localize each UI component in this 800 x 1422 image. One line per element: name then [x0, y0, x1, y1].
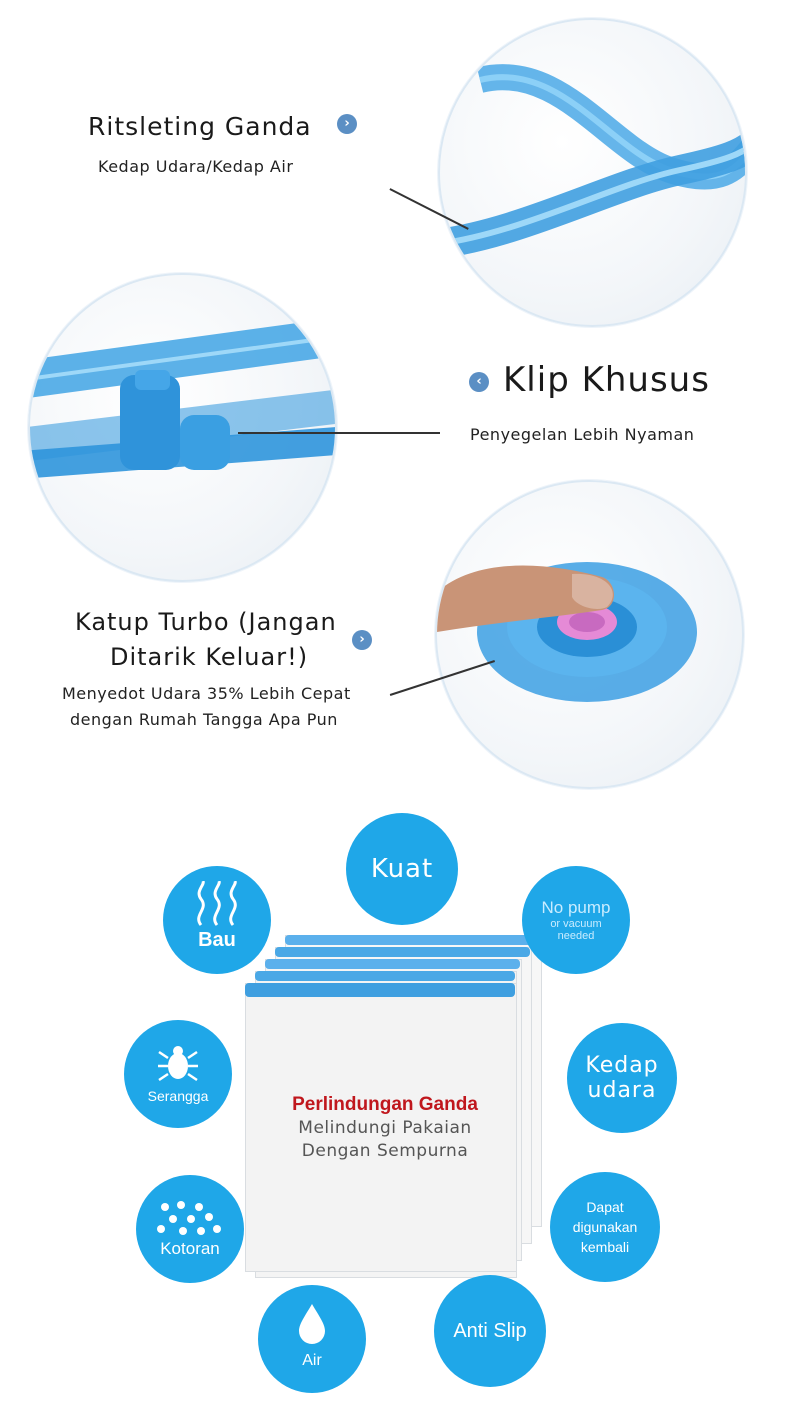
valve-title-line1: Katup Turbo (Jangan: [75, 608, 337, 636]
no-pump-sub2: needed: [557, 930, 595, 942]
zipper-subtitle: Kedap Udara/Kedap Air: [98, 157, 294, 176]
zipper-illustration: [440, 20, 745, 325]
clip-illustration: [30, 275, 335, 580]
benefit-kuat: [346, 813, 458, 925]
clip-subtitle: Penyegelan Lebih Nyaman: [470, 425, 695, 444]
anti-slip-label: Anti Slip: [453, 1319, 527, 1342]
benefit-kotoran: [136, 1175, 244, 1283]
zipper-photo: [438, 18, 747, 327]
bag-zipper: [245, 983, 515, 997]
bag-zipper: [255, 971, 515, 981]
bag-zipper: [265, 959, 520, 969]
arrow-left-icon: ‹: [469, 372, 489, 392]
benefit-serangga: [124, 1020, 232, 1128]
valve-subtitle-line2: dengan Rumah Tangga Apa Pun: [70, 710, 338, 729]
center-line1: Melindungi Pakaian: [298, 1118, 472, 1138]
water-drop-icon: [297, 1302, 327, 1344]
serangga-label: Serangga: [147, 1088, 209, 1104]
air-label: Air: [302, 1352, 322, 1369]
benefit-air: [258, 1285, 366, 1393]
valve-illustration: [437, 482, 742, 787]
dapat-label-2: digunakan: [572, 1219, 638, 1235]
valve-title-line2: Ditarik Keluar!): [110, 643, 309, 671]
benefit-reusable: [550, 1172, 660, 1282]
arrow-right-icon: ›: [337, 114, 357, 134]
kuat-label: Kuat: [370, 854, 434, 884]
center-line2: Dengan Sempurna: [301, 1141, 469, 1161]
kedap-label-2: udara: [587, 1078, 657, 1103]
benefit-anti-slip: [434, 1275, 546, 1387]
dirt-dots-icon: [155, 1199, 225, 1239]
clip-photo: [28, 273, 337, 582]
dapat-label-1: Dapat: [586, 1199, 624, 1215]
valve-subtitle-line1: Menyedot Udara 35% Lebih Cepat: [62, 684, 351, 703]
clip-title: Klip Khusus: [503, 360, 710, 400]
valve-photo: [435, 480, 744, 789]
bug-icon: [156, 1044, 200, 1084]
bau-label: Bau: [198, 928, 236, 951]
benefit-kedap-udara: [567, 1023, 677, 1133]
benefit-bau: [163, 866, 271, 974]
zipper-title: Ritsleting Ganda: [88, 112, 312, 141]
kedap-label-1: Kedap: [585, 1053, 659, 1078]
arrow-right-icon: ›: [352, 630, 372, 650]
kotoran-label: Kotoran: [160, 1239, 220, 1258]
center-title: Perlindungan Ganda: [292, 1094, 478, 1115]
no-pump-sub1: or vacuum: [550, 918, 602, 930]
benefit-no-pump: [522, 866, 630, 974]
no-pump-label: No pump: [541, 898, 611, 917]
clip-leader-line: [238, 432, 440, 434]
dapat-label-3: kembali: [580, 1239, 630, 1255]
bag-zipper: [275, 947, 530, 957]
bag-zipper: [285, 935, 540, 945]
odor-icon: [187, 881, 247, 929]
